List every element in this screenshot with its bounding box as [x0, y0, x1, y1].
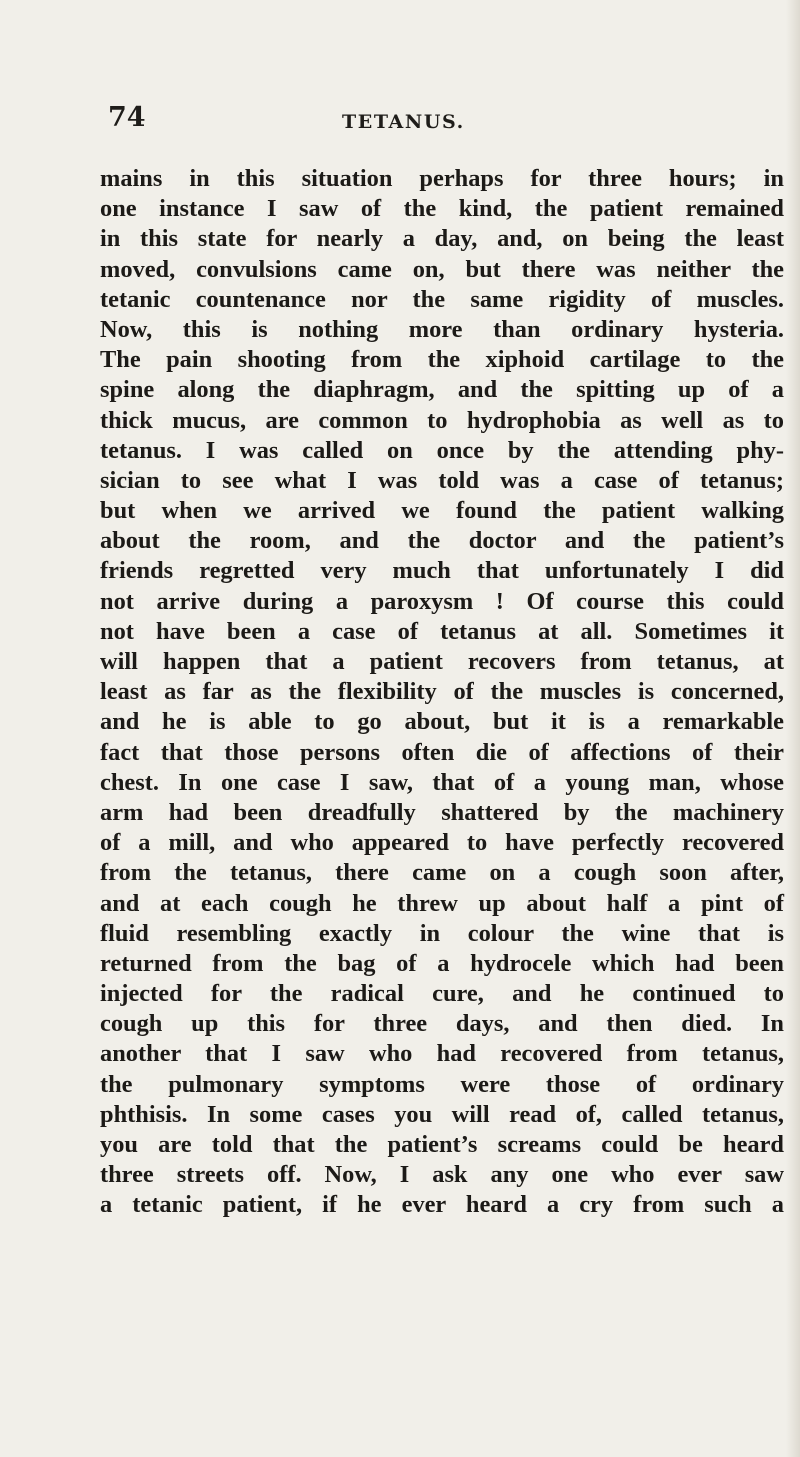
text-line: tetanus. I was called on once by the attending phy-: [100, 436, 784, 464]
text-line: not arrive during a paroxysm ! Of course this could: [100, 587, 784, 615]
text-line: another that I saw who had recovered from tetanus,: [100, 1040, 784, 1068]
text-line: The pain shooting from the xiphoid cartilage to the: [100, 346, 784, 374]
running-title: TETANUS.: [342, 111, 465, 133]
text-line: you are told that the patient’s screams could be heard: [100, 1131, 784, 1158]
text-line: fluid resembling exactly in colour the wine that is: [100, 919, 784, 947]
text-line: from the tetanus, there came on a cough soon after,: [100, 859, 784, 887]
text-line: sician to see what I was told was a case of tetanus;: [100, 466, 784, 494]
text-line: thick mucus, are common to hydrophobia as well as to: [100, 406, 784, 434]
text-line: tetanic countenance nor the same rigidity of muscles.: [100, 285, 784, 313]
page-number: 74: [108, 102, 146, 133]
text-line: spine along the diaphragm, and the spitting up of a: [100, 376, 784, 404]
text-line: and at each cough he threw up about half a pint of: [100, 889, 784, 917]
text-line: the pulmonary symptoms were those of ordinary: [100, 1070, 784, 1098]
running-header: [0, 102, 800, 142]
page-edge-shadow: [786, 0, 800, 1457]
text-line: fact that those persons often die of affections of their: [100, 738, 784, 766]
text-line: a tetanic patient, if he ever heard a cry from such a: [100, 1191, 784, 1219]
text-line: least as far as the flexibility of the muscles is concerned,: [100, 678, 784, 706]
text-line: one instance I saw of the kind, the patient remained: [100, 195, 784, 223]
text-line: injected for the radical cure, and he continued to: [100, 980, 784, 1008]
text-line: cough up this for three days, and then died. In: [100, 1010, 784, 1038]
text-line: returned from the bag of a hydrocele which had been: [100, 949, 784, 977]
text-line: mains in this situation perhaps for three hours; in: [100, 165, 784, 192]
text-line: three streets off. Now, I ask any one who ever saw: [100, 1161, 784, 1189]
text-line: about the room, and the doctor and the patient’s: [100, 527, 784, 555]
text-line: and he is able to go about, but it is a remarkable: [100, 708, 784, 736]
text-line: but when we arrived we found the patient walking: [100, 497, 784, 525]
text-line: friends regretted very much that unfortunately I did: [100, 557, 784, 585]
text-line: Now, this is nothing more than ordinary hysteria.: [100, 315, 784, 343]
text-line: of a mill, and who appeared to have perfectly recovered: [100, 829, 784, 857]
text-line: phthisis. In some cases you will read of, called tetanus,: [100, 1100, 784, 1128]
text-line: not have been a case of tetanus at all. Sometimes it: [100, 617, 784, 645]
text-line: chest. In one case I saw, that of a young man, whose: [100, 768, 784, 796]
body-text: [100, 164, 784, 1221]
text-line: in this state for nearly a day, and, on being the least: [100, 225, 784, 253]
text-line: moved, convulsions came on, but there was neither the: [100, 255, 784, 283]
text-line: will happen that a patient recovers from tetanus, at: [100, 648, 784, 675]
text-line: arm had been dreadfully shattered by the machinery: [100, 798, 784, 826]
